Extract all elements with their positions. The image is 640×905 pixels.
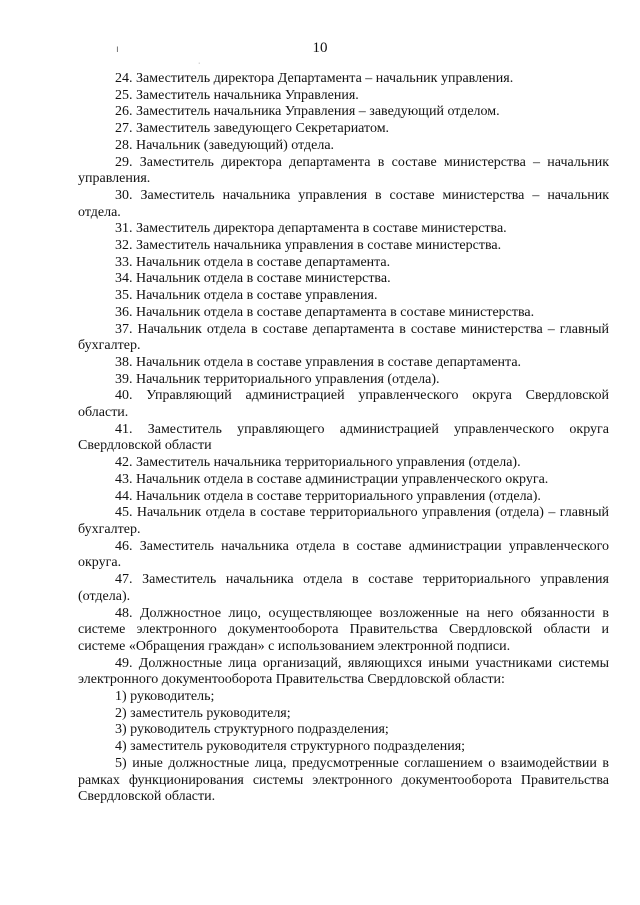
list-item: 42. Заместитель начальника территориального управления (отдела).	[115, 455, 521, 471]
list-item: 49. Должностные лица организаций, являющихся иными участниками системы электронного документооборота Правительства Свердловской области:	[78, 655, 609, 688]
sub-list-item: 3) руководитель структурного подразделения;	[115, 722, 389, 738]
list-item: 43. Начальник отдела в составе администрации управленческого округа.	[115, 471, 549, 487]
sub-list-item: 5) иные должностные лица, предусмотренные соглашением о взаимодействии в рамках функционирования системы электронного документооборота Правительства Свердловской области.	[78, 755, 609, 805]
list-item: 40. Управляющий администрацией управленческого округа Свердловской области.	[78, 388, 609, 421]
list-item: 47. Заместитель начальника отдела в составе территориального управления (отдела).	[78, 572, 609, 604]
list-item: 34. Начальник отдела в составе министерства.	[115, 271, 391, 287]
list-item: 24. Заместитель директора Департамента – начальник управления.	[115, 71, 514, 86]
list-item: 31. Заместитель директора департамента в составе министерства.	[115, 221, 507, 237]
list-item: 41. Заместитель управляющего администрацией управленческого округа Свердловской области	[78, 421, 609, 454]
list-item: 27. Заместитель заведующего Секретариатом.	[115, 121, 390, 137]
sub-list-item: 4) заместитель руководителя структурного подразделения;	[115, 739, 466, 755]
list-item: 25. Заместитель начальника Управления.	[115, 87, 359, 103]
list-item: 48. Должностное лицо, осуществляющее возложенные на него обязанности в системе электронного документооборота Правительства Свердловской области и системе «Обращения граждан» с использованием электронной подписи.	[78, 605, 609, 654]
list-item: 32. Заместитель начальника управления в составе министерства.	[115, 238, 502, 254]
list-item: 35. Начальник отдела в составе управления.	[115, 288, 378, 304]
sub-list-item: 1) руководитель;	[115, 689, 215, 705]
list-item: 46. Заместитель начальника отдела в составе администрации управленческого округа.	[78, 538, 609, 571]
page-number: 10	[312, 40, 328, 56]
document-body	[78, 71, 609, 806]
scan-mark: ·	[198, 60, 201, 67]
sub-list-item: 2) заместитель руководителя;	[115, 705, 291, 721]
list-item: 38. Начальник отдела в составе управления в составе департамента.	[115, 354, 522, 370]
list-item: 26. Заместитель начальника Управления – заведующий отделом.	[115, 104, 500, 120]
list-item: 36. Начальник отдела в составе департамента в составе министерства.	[115, 304, 535, 320]
list-item: 29. Заместитель директора департамента в составе министерства – начальник управления.	[78, 154, 609, 187]
scan-mark: ı	[116, 44, 119, 55]
list-item: 39. Начальник территориального управления (отдела).	[115, 371, 440, 387]
list-item: 33. Начальник отдела в составе департамента.	[115, 254, 391, 270]
list-item: 30. Заместитель начальника управления в составе министерства – начальник отдела.	[78, 187, 609, 220]
list-item: 28. Начальник (заведующий) отдела.	[115, 137, 335, 153]
list-item: 37. Начальник отдела в составе департамента в составе министерства – главный бухгалтер.	[78, 321, 609, 354]
list-item: 45. Начальник отдела в составе территориального управления (отдела) – главный бухгалтер.	[78, 505, 609, 537]
list-item: 44. Начальник отдела в составе территориального управления (отдела).	[115, 488, 541, 504]
